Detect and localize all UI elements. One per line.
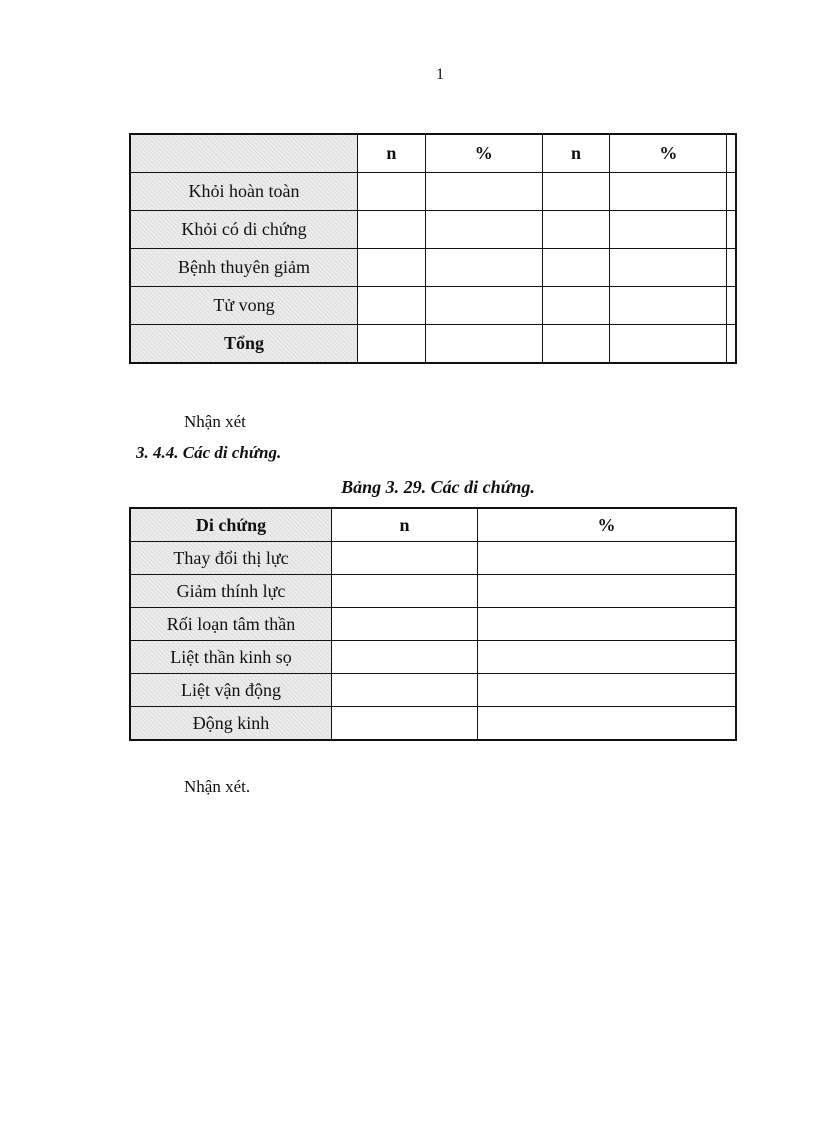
table-cell — [727, 173, 736, 211]
table-row — [130, 575, 736, 608]
table-cell — [425, 249, 542, 287]
table-header-row — [130, 508, 736, 542]
table-cell — [332, 641, 478, 674]
table-caption: Bảng 3. 29. Các di chứng. — [341, 477, 535, 497]
table-row — [130, 249, 736, 287]
table-cell — [358, 287, 426, 325]
row-label: Tử vong — [130, 287, 358, 325]
table-cell — [610, 249, 727, 287]
table-cell — [610, 211, 727, 249]
row-label: Tổng — [130, 325, 358, 364]
header-cell: % — [610, 134, 727, 173]
table-cell — [610, 173, 727, 211]
table-cell — [610, 325, 727, 364]
table-cell — [358, 325, 426, 364]
table-cell — [358, 173, 426, 211]
table-header-row — [130, 134, 736, 173]
table-cell — [727, 211, 736, 249]
header-cell: n — [542, 134, 610, 173]
table-cell — [358, 211, 426, 249]
sequelae-table — [129, 507, 737, 741]
table-row — [130, 674, 736, 707]
table-cell — [425, 211, 542, 249]
table-cell — [478, 641, 736, 674]
table-cell — [542, 249, 610, 287]
table-cell — [542, 325, 610, 364]
table-cell — [478, 542, 736, 575]
table-row — [130, 287, 736, 325]
table-cell — [425, 325, 542, 364]
table-cell — [542, 173, 610, 211]
row-label: Giảm thính lực — [130, 575, 332, 608]
table-row — [130, 707, 736, 741]
remark-text: Nhận xét — [184, 412, 246, 431]
section-heading: 3. 4.4. Các di chứng. — [136, 443, 282, 462]
row-label: Động kinh — [130, 707, 332, 741]
row-label: Bệnh thuyên giảm — [130, 249, 358, 287]
table-row — [130, 641, 736, 674]
table-cell — [478, 674, 736, 707]
outcome-table — [129, 133, 737, 364]
header-cell — [727, 134, 736, 173]
table-cell — [478, 575, 736, 608]
table-row — [130, 542, 736, 575]
row-label: Rối loạn tâm thần — [130, 608, 332, 641]
header-cell: Di chứng — [130, 508, 332, 542]
row-label: Thay đổi thị lực — [130, 542, 332, 575]
header-cell: % — [478, 508, 736, 542]
table-row — [130, 608, 736, 641]
table-cell — [478, 608, 736, 641]
header-cell: % — [425, 134, 542, 173]
table-cell — [332, 608, 478, 641]
header-cell: n — [358, 134, 426, 173]
table-cell — [727, 287, 736, 325]
table-row — [130, 325, 736, 364]
table-cell — [332, 575, 478, 608]
remark-text: Nhận xét. — [184, 777, 251, 796]
table-cell — [332, 542, 478, 575]
table-cell — [425, 287, 542, 325]
table-cell — [542, 211, 610, 249]
table-cell — [610, 287, 727, 325]
table-row — [130, 173, 736, 211]
table-cell — [478, 707, 736, 741]
page-number: 1 — [436, 66, 444, 83]
header-cell: n — [332, 508, 478, 542]
table-cell — [358, 249, 426, 287]
table-cell — [332, 674, 478, 707]
table-cell — [332, 707, 478, 741]
table-row — [130, 211, 736, 249]
header-cell — [130, 134, 358, 173]
row-label: Liệt thần kinh sọ — [130, 641, 332, 674]
row-label: Khỏi hoàn toàn — [130, 173, 358, 211]
table-cell — [727, 325, 736, 364]
table-cell — [542, 287, 610, 325]
row-label: Khỏi có di chứng — [130, 211, 358, 249]
table-cell — [425, 173, 542, 211]
row-label: Liệt vận động — [130, 674, 332, 707]
table-cell — [727, 249, 736, 287]
